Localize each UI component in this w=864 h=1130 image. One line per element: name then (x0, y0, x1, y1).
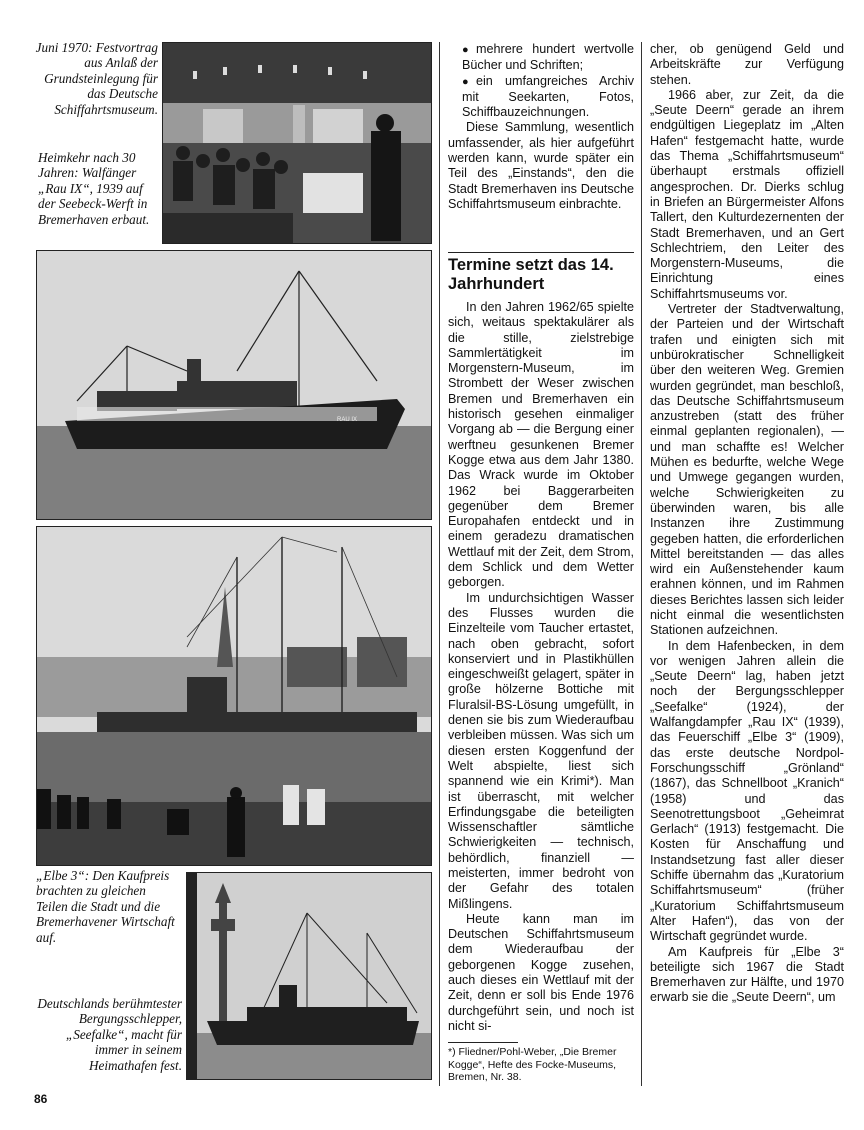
footnote-rule (448, 1042, 518, 1043)
paragraph: In den Jahren 1962/65 spielte sich, weitaus spektakulärer als die stille, zielstrebige Sammlertätigkeit im Morgenstern-Museum, im Strombett der Weser zwischen Bremen und Bremerhaven ein historisch gesehen einmaliger Vorgang ab — die Bergung einer werftneu gesunkenen Bremer Kogge etwa aus dem Jahr 1380. Das Wrack wurde im Oktober 1962 bei Baggerarbeiten gegenüber dem Bremer Europahafen entdeckt und in einem geradezu dramatischen Wettlauf mit der Zeit, dem Strom, dem Schlick und dem Wetter geborgen. (448, 300, 634, 590)
paragraph: cher, ob genügend Geld und Arbeitskräfte zur Verfügung stehen. (650, 42, 844, 87)
paragraph: Vertreter der Stadtverwaltung, der Parteien und der Wirtschaft trafen und einigten sich mit unbürokratischer Schnelligkeit über den weiteren Weg. Gremien wurden gegründet, man beschloß, das Deutsche Schiffahrtsmuseum anzustreben (statt des früher einmal geplanten regionalen), — und man schaffte es! Welcher Mühen es bedurfte, welche Wege und Umwege gegangen wurden, welche Schwierigkeiten zu überwinden waren, bis alle Instanzen ihre Zustimmung gegeben hatten, die erforderlichen Mittel bereitstanden — das alles wird ein Außenstehender kaum erahnen können, und im Rahmen dieses Berichtes lassen sich leider nicht einmal die wesentlichsten Stationen aufzeichnen. (650, 302, 844, 638)
caption-rau-ix: Heimkehr nach 30 Jahren: Walfänger „Rau IX“, 1939 auf der Seebeck-Werft in Bremerhaven erbaut. (38, 150, 150, 227)
paragraph: Im undurchsichtigen Wasser des Flusses wurden die Einzelteile vom Taucher ertastet, nach oben gebracht, sofort konserviert und in Plastikhüllen eingeschweißt gelagert, später in große hölzerne Bottiche mit Fluralsil-BS-Lösung umgefüllt, in denen sie bis zum Wiederaufbau verbleiben müssen. Was sich um diesen ersten Koggenfund der Welt abspielte, liest sich spannend wie ein Krimi*). Man ist überrascht, mit welcher Erfindungsgabe die beteiligten Wissenschaftler sämtliche Schwierigkeiten — technisch, behördlich, finanziell — meisterten, immer bedroht von der Gefahr des totalen Mißlingens. (448, 590, 634, 911)
section-heading: Termine setzt das 14. Jahrhundert (448, 256, 614, 293)
paragraph: Heute kann man im Deutschen Schiffahrtsmuseum dem Wiederaufbau der geborgenen Kogge zusehen, auch dieses ein Wettlauf mit der Zeit, denn er soll bis Ende 1976 durchgeführt sein, und noch ist nicht si- (448, 911, 634, 1033)
caption-seefalke: Deutschlands berühmtester Bergungsschlepper, „Seefalke“, macht für immer in seinem Heimathafen fest. (37, 996, 182, 1073)
paragraph: In dem Hafenbecken, in dem vor wenigen Jahren allein die „Seute Deern“ lag, haben jetzt noch der Bergungsschlepper „Seefalke“ (1924), der Walfangdampfer „Rau IX“ (1939), das Feuerschiff „Elbe 3“ (1909), das erste deutsche Nordpol-Forschungsschiff „Grönland“ (1867), das Schnellboot „Kranich“ (1958) und das Seenotrettungsboot „Geheimrat Gerlach“ (1913) festgemacht. Die Kosten für Anschaffung und Instandsetzung fast aller dieser Schiffe übernahm das „Kuratorium Schiffahrtsmuseum“ (früher „Kuratorium Schiffahrtsmuseum Alter Hafen“), das von der Wirtschaft gegründet wurde. (650, 638, 844, 944)
footnote: *) Fliedner/Pohl-Weber, „Die Bremer Kogge“, Hefte des Focke-Museums, Bremen, Nr. 38. (448, 1046, 617, 1083)
caption-festvortrag: Juni 1970: Festvortrag aus Anlaß der Grundsteinlegung für das Deutsche Schiffahrtsmuseum. (35, 40, 158, 117)
photo-seefalke (186, 872, 432, 1080)
heading-rule (448, 252, 634, 253)
caption-elbe-3: „Elbe 3“: Den Kaufpreis brachten zu gleichen Teilen die Stadt und die Bremerhavener Wirtschaft auf. (36, 868, 175, 945)
paragraph: 1966 aber, zur Zeit, da die „Seute Deern“ gerade an ihrem endgültigen Liegeplatz im „Alten Hafen“ festgemacht hatte, wurde das Thema „Schiffahrtsmuseum“ überhaupt erstmals offiziell angesprochen. Dr. Dierks schlug in Briefen an Bürgermeister Alfons Tallert, den Kulturdezernenten der Stadt Bremerhaven, und an Gert Schlechtriem, den Leiter des Morgenstern-Museums, die Einrichtung eines Schiffahrtsmuseums vor. (650, 87, 844, 301)
text-column-1 (448, 42, 634, 212)
paragraph: Am Kaufpreis für „Elbe 3“ beteiligte sich 1967 die Stadt Bremerhaven zur Hälfte, und 1970 erwarb sie die „Seute Deern“, um (650, 944, 844, 1005)
column-rule-right (641, 42, 642, 1086)
photo-elbe-3 (36, 526, 432, 866)
text-column-1-body (448, 300, 634, 1034)
column-rule-left (439, 42, 440, 1086)
photo-festvortrag (162, 42, 432, 244)
bullet-item: ● mehrere hundert wertvolle Bücher und Schriften; (448, 42, 634, 74)
ship-name-label: RAU IX (337, 417, 358, 423)
paragraph: Diese Sammlung, wesentlich umfassender, als hier aufgeführt werden kann, wurde später ein Teil des „Einstands“, den die Stadt Bremerhaven ins Deutsche Schiffahrtsmuseum einbrachte. (448, 120, 634, 211)
text-column-2 (650, 42, 844, 1006)
page-number: 86 (34, 1092, 48, 1106)
photo-rau-ix (36, 250, 432, 520)
bullet-item: ● ein umfangreiches Archiv mit Seekarten, Fotos, Schiffbauzeichnungen. (448, 74, 634, 121)
